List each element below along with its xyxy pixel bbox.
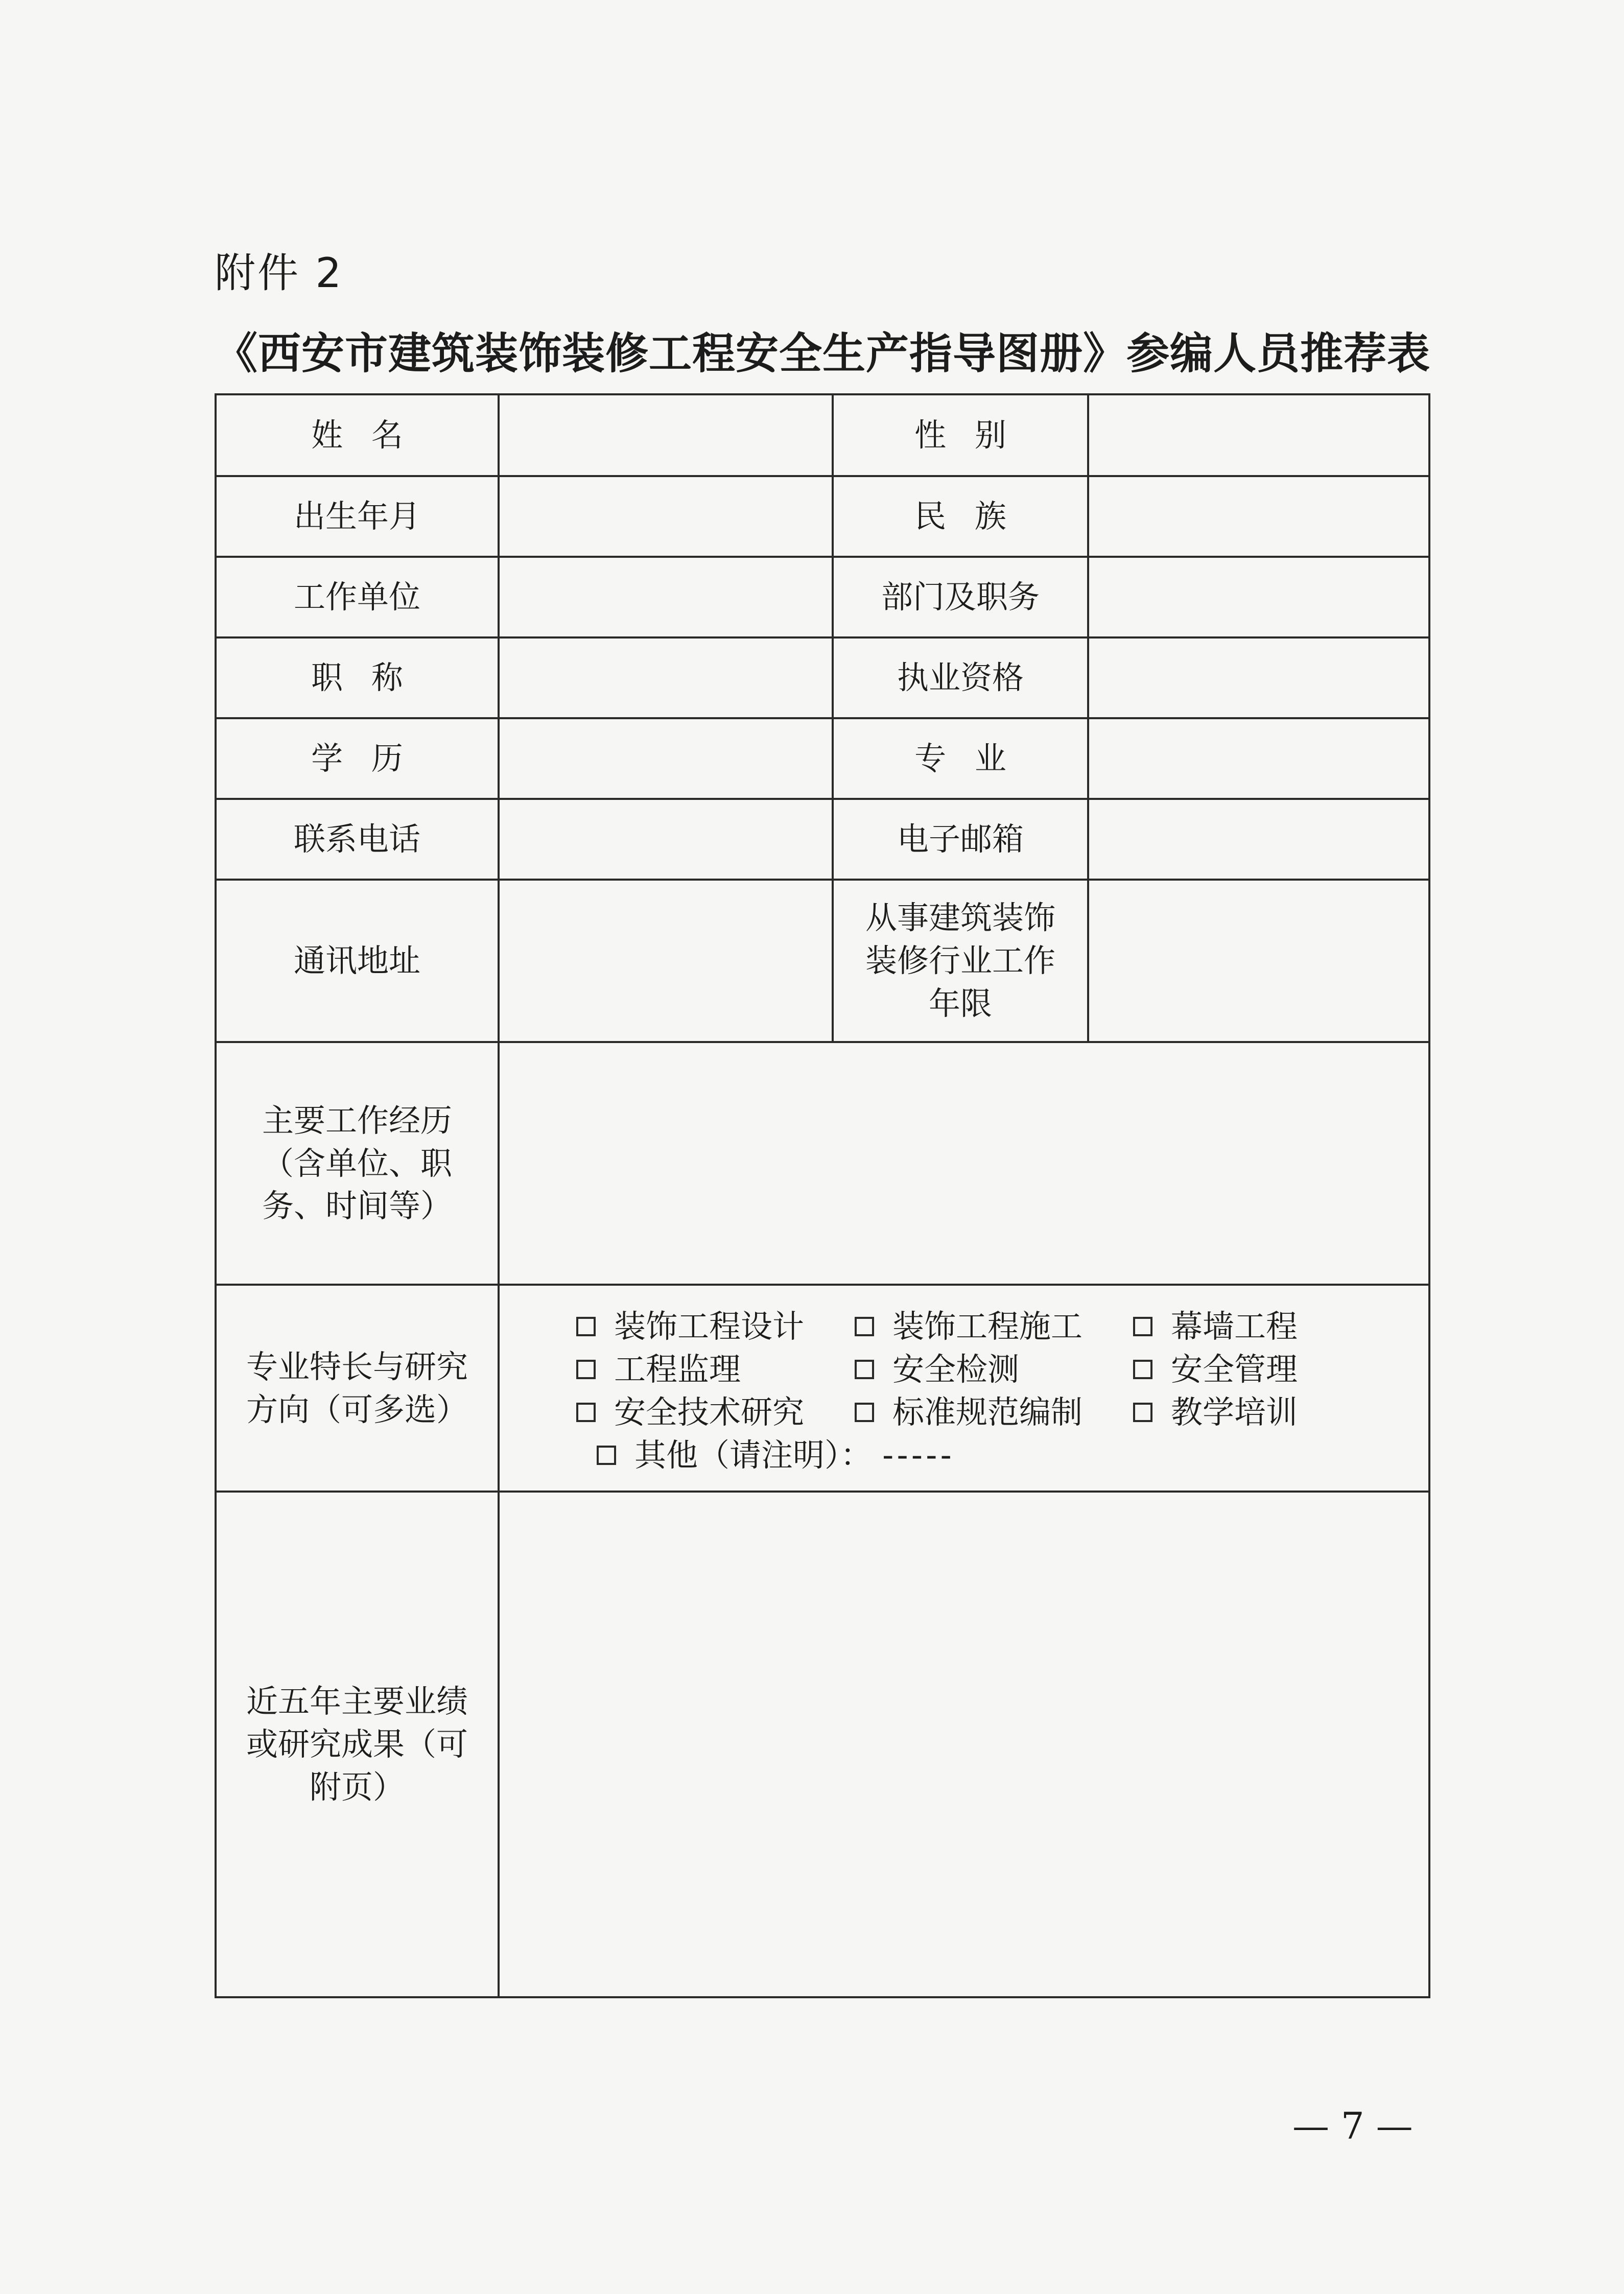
specialty-option-row	[576, 1305, 1428, 1348]
option-curtain-wall[interactable]	[1133, 1305, 1411, 1348]
page-number: — 7 —	[1292, 2104, 1413, 2147]
attachment-label: 附件 2	[215, 249, 344, 297]
checkbox-icon[interactable]	[855, 1403, 874, 1422]
label-major: 专业	[833, 718, 1088, 799]
label-department-position: 部门及职务	[833, 557, 1088, 637]
gender-field[interactable]	[1088, 394, 1429, 476]
achievements-field[interactable]	[499, 1492, 1429, 1997]
checkbox-icon[interactable]	[855, 1317, 874, 1336]
option-label: 安全检测	[892, 1350, 1020, 1388]
label-name: 姓名	[216, 394, 499, 476]
option-label: 装饰工程施工	[892, 1307, 1083, 1345]
label-education: 学历	[216, 718, 499, 799]
option-decoration-construction[interactable]	[855, 1305, 1133, 1348]
qualification-field[interactable]	[1088, 637, 1429, 718]
label-qualification: 执业资格	[833, 637, 1088, 718]
form-row-title	[216, 637, 1429, 718]
option-other-blank[interactable]: -----	[882, 1436, 955, 1474]
label-birth-date: 出生年月	[216, 476, 499, 557]
phone-field[interactable]	[499, 799, 833, 880]
address-field[interactable]	[499, 880, 833, 1042]
form-row-education	[216, 718, 1429, 799]
form-row-contact	[216, 799, 1429, 880]
checkbox-icon[interactable]	[1133, 1317, 1152, 1336]
checkbox-icon[interactable]	[597, 1446, 616, 1465]
specialty-options	[499, 1285, 1429, 1492]
option-safety-research[interactable]	[576, 1391, 855, 1434]
specialty-option-row	[576, 1348, 1428, 1391]
form-row-name	[216, 394, 1429, 476]
option-supervision[interactable]	[576, 1348, 855, 1391]
option-other[interactable]	[576, 1434, 1428, 1477]
label-achievements: 近五年主要业绩或研究成果（可附页）	[216, 1492, 499, 1997]
option-label: 标准规范编制	[892, 1393, 1083, 1431]
education-field[interactable]	[499, 718, 833, 799]
label-email: 电子邮箱	[833, 799, 1088, 880]
option-label: 安全管理	[1171, 1350, 1298, 1388]
label-address: 通讯地址	[216, 880, 499, 1042]
option-teaching-training[interactable]	[1133, 1391, 1411, 1434]
form-row-birth	[216, 476, 1429, 557]
professional-title-field[interactable]	[499, 637, 833, 718]
label-years-in-industry: 从事建筑装饰装修行业工作年限	[833, 880, 1088, 1042]
option-standards-drafting[interactable]	[855, 1391, 1133, 1434]
specialty-option-row	[576, 1391, 1428, 1434]
years-in-industry-field[interactable]	[1088, 880, 1429, 1042]
option-other-label: 其他（请注明）：	[634, 1436, 873, 1474]
option-safety-management[interactable]	[1133, 1348, 1411, 1391]
work-experience-field[interactable]	[499, 1042, 1429, 1285]
option-label: 幕墙工程	[1171, 1307, 1298, 1345]
checkbox-icon[interactable]	[1133, 1360, 1152, 1379]
label-professional-title: 职称	[216, 637, 499, 718]
form-row-employer	[216, 557, 1429, 637]
checkbox-icon[interactable]	[576, 1360, 596, 1379]
label-work-experience: 主要工作经历（含单位、职务、时间等）	[216, 1042, 499, 1285]
label-ethnicity: 民族	[833, 476, 1088, 557]
form-row-address	[216, 880, 1429, 1042]
option-decoration-design[interactable]	[576, 1305, 855, 1348]
checkbox-icon[interactable]	[855, 1360, 874, 1379]
department-position-field[interactable]	[1088, 557, 1429, 637]
label-employer: 工作单位	[216, 557, 499, 637]
option-label: 工程监理	[614, 1350, 741, 1388]
recommendation-form	[215, 393, 1430, 1998]
ethnicity-field[interactable]	[1088, 476, 1429, 557]
checkbox-icon[interactable]	[1133, 1403, 1152, 1422]
option-safety-inspection[interactable]	[855, 1348, 1133, 1391]
option-label: 教学培训	[1171, 1393, 1298, 1431]
option-label: 安全技术研究	[614, 1393, 805, 1431]
form-row-experience	[216, 1042, 1429, 1285]
form-title: 《西安市建筑装饰装修工程安全生产指导图册》参编人员推荐表	[215, 328, 1431, 379]
checkbox-icon[interactable]	[576, 1317, 596, 1336]
label-gender: 性别	[833, 394, 1088, 476]
birth-date-field[interactable]	[499, 476, 833, 557]
email-field[interactable]	[1088, 799, 1429, 880]
form-row-specialty	[216, 1285, 1429, 1492]
employer-field[interactable]	[499, 557, 833, 637]
name-field[interactable]	[499, 394, 833, 476]
major-field[interactable]	[1088, 718, 1429, 799]
checkbox-icon[interactable]	[576, 1403, 596, 1422]
option-label: 装饰工程设计	[614, 1307, 805, 1345]
form-row-achievements	[216, 1492, 1429, 1997]
label-phone: 联系电话	[216, 799, 499, 880]
label-specialty: 专业特长与研究方向（可多选）	[216, 1285, 499, 1492]
